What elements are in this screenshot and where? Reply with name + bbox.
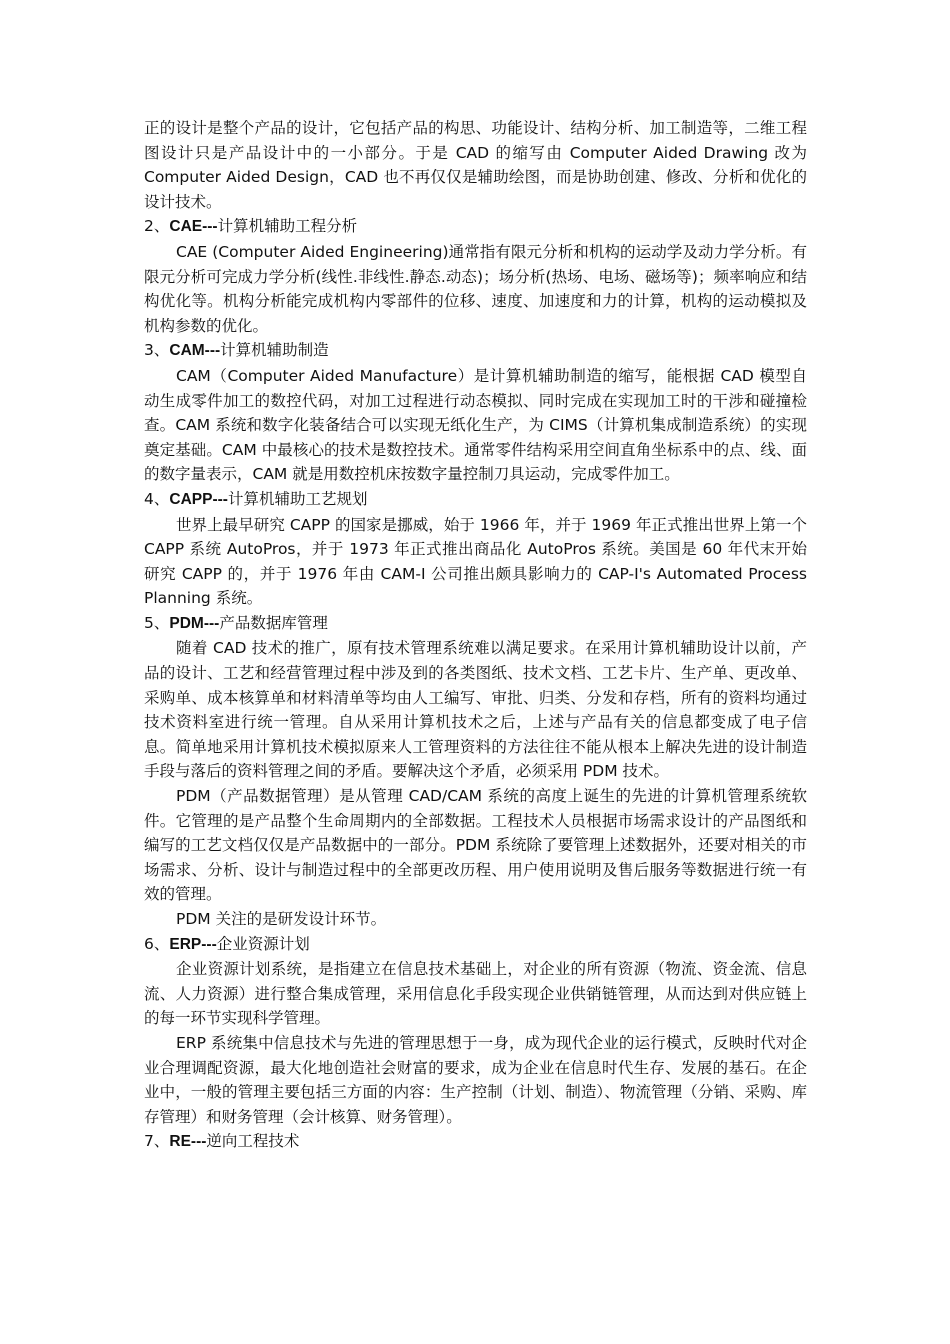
section-paragraph: 随着 CAD 技术的推广，原有技术管理系统难以满足要求。在采用计算机辅助设计以前，产品的设计、工艺和经营管理过程中涉及到的各类图纸、技术文档、工艺卡片、生产单、更改单、采购单、成本核算单和材料清单等均由人工编写、审批、归类、分发和存档，所有的资料均通过技术资料室进行统一管理。自从采用计算机技术之后，上述与产品有关的信息都变成了电子信息。简单地采用计算机技术模拟原来人工管理资料的方法往往不能从根本上解决先进的设计制造手段与落后的资料管理之间的矛盾。要解决这个矛盾，必须采用 PDM 技术。 — [144, 639, 807, 781]
section-heading-re — [144, 1129, 807, 1155]
section-paragraph: 世界上最早研究 CAPP 的国家是挪威，始于 1966 年，并于 1969 年正式推出世界上第一个 CAPP 系统 AutoPros，并于 1973 年正式推出商品化 AutoPros 系统。美国是 60 年代末开始研究 CAPP 的，并于 1976 年由 CAM-I 公司推出颇具影响力的 CAP-I's Automated Process Planning 系统。 — [144, 515, 807, 608]
section-abbreviation: ERP--- — [169, 935, 217, 953]
section-abbreviation: CAM--- — [169, 342, 221, 360]
section-heading-erp — [144, 932, 807, 958]
section-heading-pdm — [144, 611, 807, 637]
section-number: 6、 — [144, 934, 170, 953]
section-number: 4、 — [144, 489, 170, 508]
document-body — [144, 116, 807, 1155]
section-abbreviation: CAPP--- — [169, 490, 228, 508]
section-title: 企业资源计划 — [216, 934, 310, 953]
section-number: 3、 — [144, 341, 170, 360]
section-heading-cae — [144, 214, 807, 240]
section-paragraph: CAE (Computer Aided Engineering)通常指有限元分析和机构的运动学及动力学分析。有限元分析可完成力学分析(线性.非线性.静态.动态)；场分析(热场、电场、磁场等)；频率响应和结构优化等。机构分析能完成机构内零部件的位移、速度、加速度和力的计算，机构的运动模拟及机构参数的优化。 — [144, 242, 807, 335]
section-abbreviation: PDM--- — [169, 614, 220, 632]
section-title: 计算机辅助工程分析 — [217, 217, 358, 236]
section-heading-capp — [144, 487, 807, 513]
section-paragraph: 企业资源计划系统，是指建立在信息技术基础上，对企业的所有资源（物流、资金流、信息流、人力资源）进行整合集成管理，采用信息化手段实现企业供销链管理，从而达到对供应链上的每一环节实现科学管理。 — [144, 960, 807, 1028]
section-paragraph: ERP 系统集中信息技术与先进的管理思想于一身，成为现代企业的运行模式，反映时代对企业合理调配资源，最大化地创造社会财富的要求，成为企业在信息时代生存、发展的基石。在企业中，一般的管理主要包括三方面的内容：生产控制（计划、制造）、物流管理（分销、采购、库存管理）和财务管理（会计核算、财务管理）。 — [144, 1033, 807, 1126]
section-title: 逆向工程技术 — [206, 1132, 300, 1151]
section-paragraph: PDM 关注的是研发设计环节。 — [176, 910, 387, 928]
section-title: 产品数据库管理 — [219, 613, 328, 632]
section-paragraph: CAM（Computer Aided Manufacture）是计算机辅助制造的缩写，能根据 CAD 模型自动生成零件加工的数控代码，对加工过程进行动态模拟、同时完成在实现加工时的干涉和碰撞检查。CAM 系统和数字化装备结合可以实现无纸化生产，为 CIMS（计算机集成制造系统）的实现奠定基础。CAM 中最核心的技术是数控技术。通常零件结构采用空间直角坐标系中的点、线、面的数字量表示，CAM 就是用数控机床按数字量控制刀具运动，完成零件加工。 — [144, 366, 807, 484]
section-number: 2、 — [144, 217, 170, 236]
section-number: 7、 — [144, 1132, 170, 1151]
section-number: 5、 — [144, 613, 170, 632]
intro-paragraph: 正的设计是整个产品的设计，它包括产品的构思、功能设计、结构分析、加工制造等，二维工程图设计只是产品设计中的一小部分。于是 CAD 的缩写由 Computer Aided Drawing 改为 Computer Aided Design，CAD 也不再仅仅是辅助绘图，而是协助创建、修改、分析和优化的设计技术。 — [144, 119, 807, 211]
section-heading-cam — [144, 338, 807, 364]
section-paragraph: PDM（产品数据管理）是从管理 CAD/CAM 系统的高度上诞生的先进的计算机管理系统软件。它管理的是产品整个生命周期内的全部数据。工程技术人员根据市场需求设计的产品图纸和编写的工艺文档仅仅是产品数据中的一部分。PDM 系统除了要管理上述数据外，还要对相关的市场需求、分析、设计与制造过程中的全部更改历程、用户使用说明及售后服务等数据进行统一有效的管理。 — [144, 787, 807, 904]
section-abbreviation: RE--- — [169, 1133, 207, 1151]
section-title: 计算机辅助制造 — [220, 341, 329, 360]
section-title: 计算机辅助工艺规划 — [227, 489, 368, 508]
section-abbreviation: CAE--- — [169, 218, 218, 236]
